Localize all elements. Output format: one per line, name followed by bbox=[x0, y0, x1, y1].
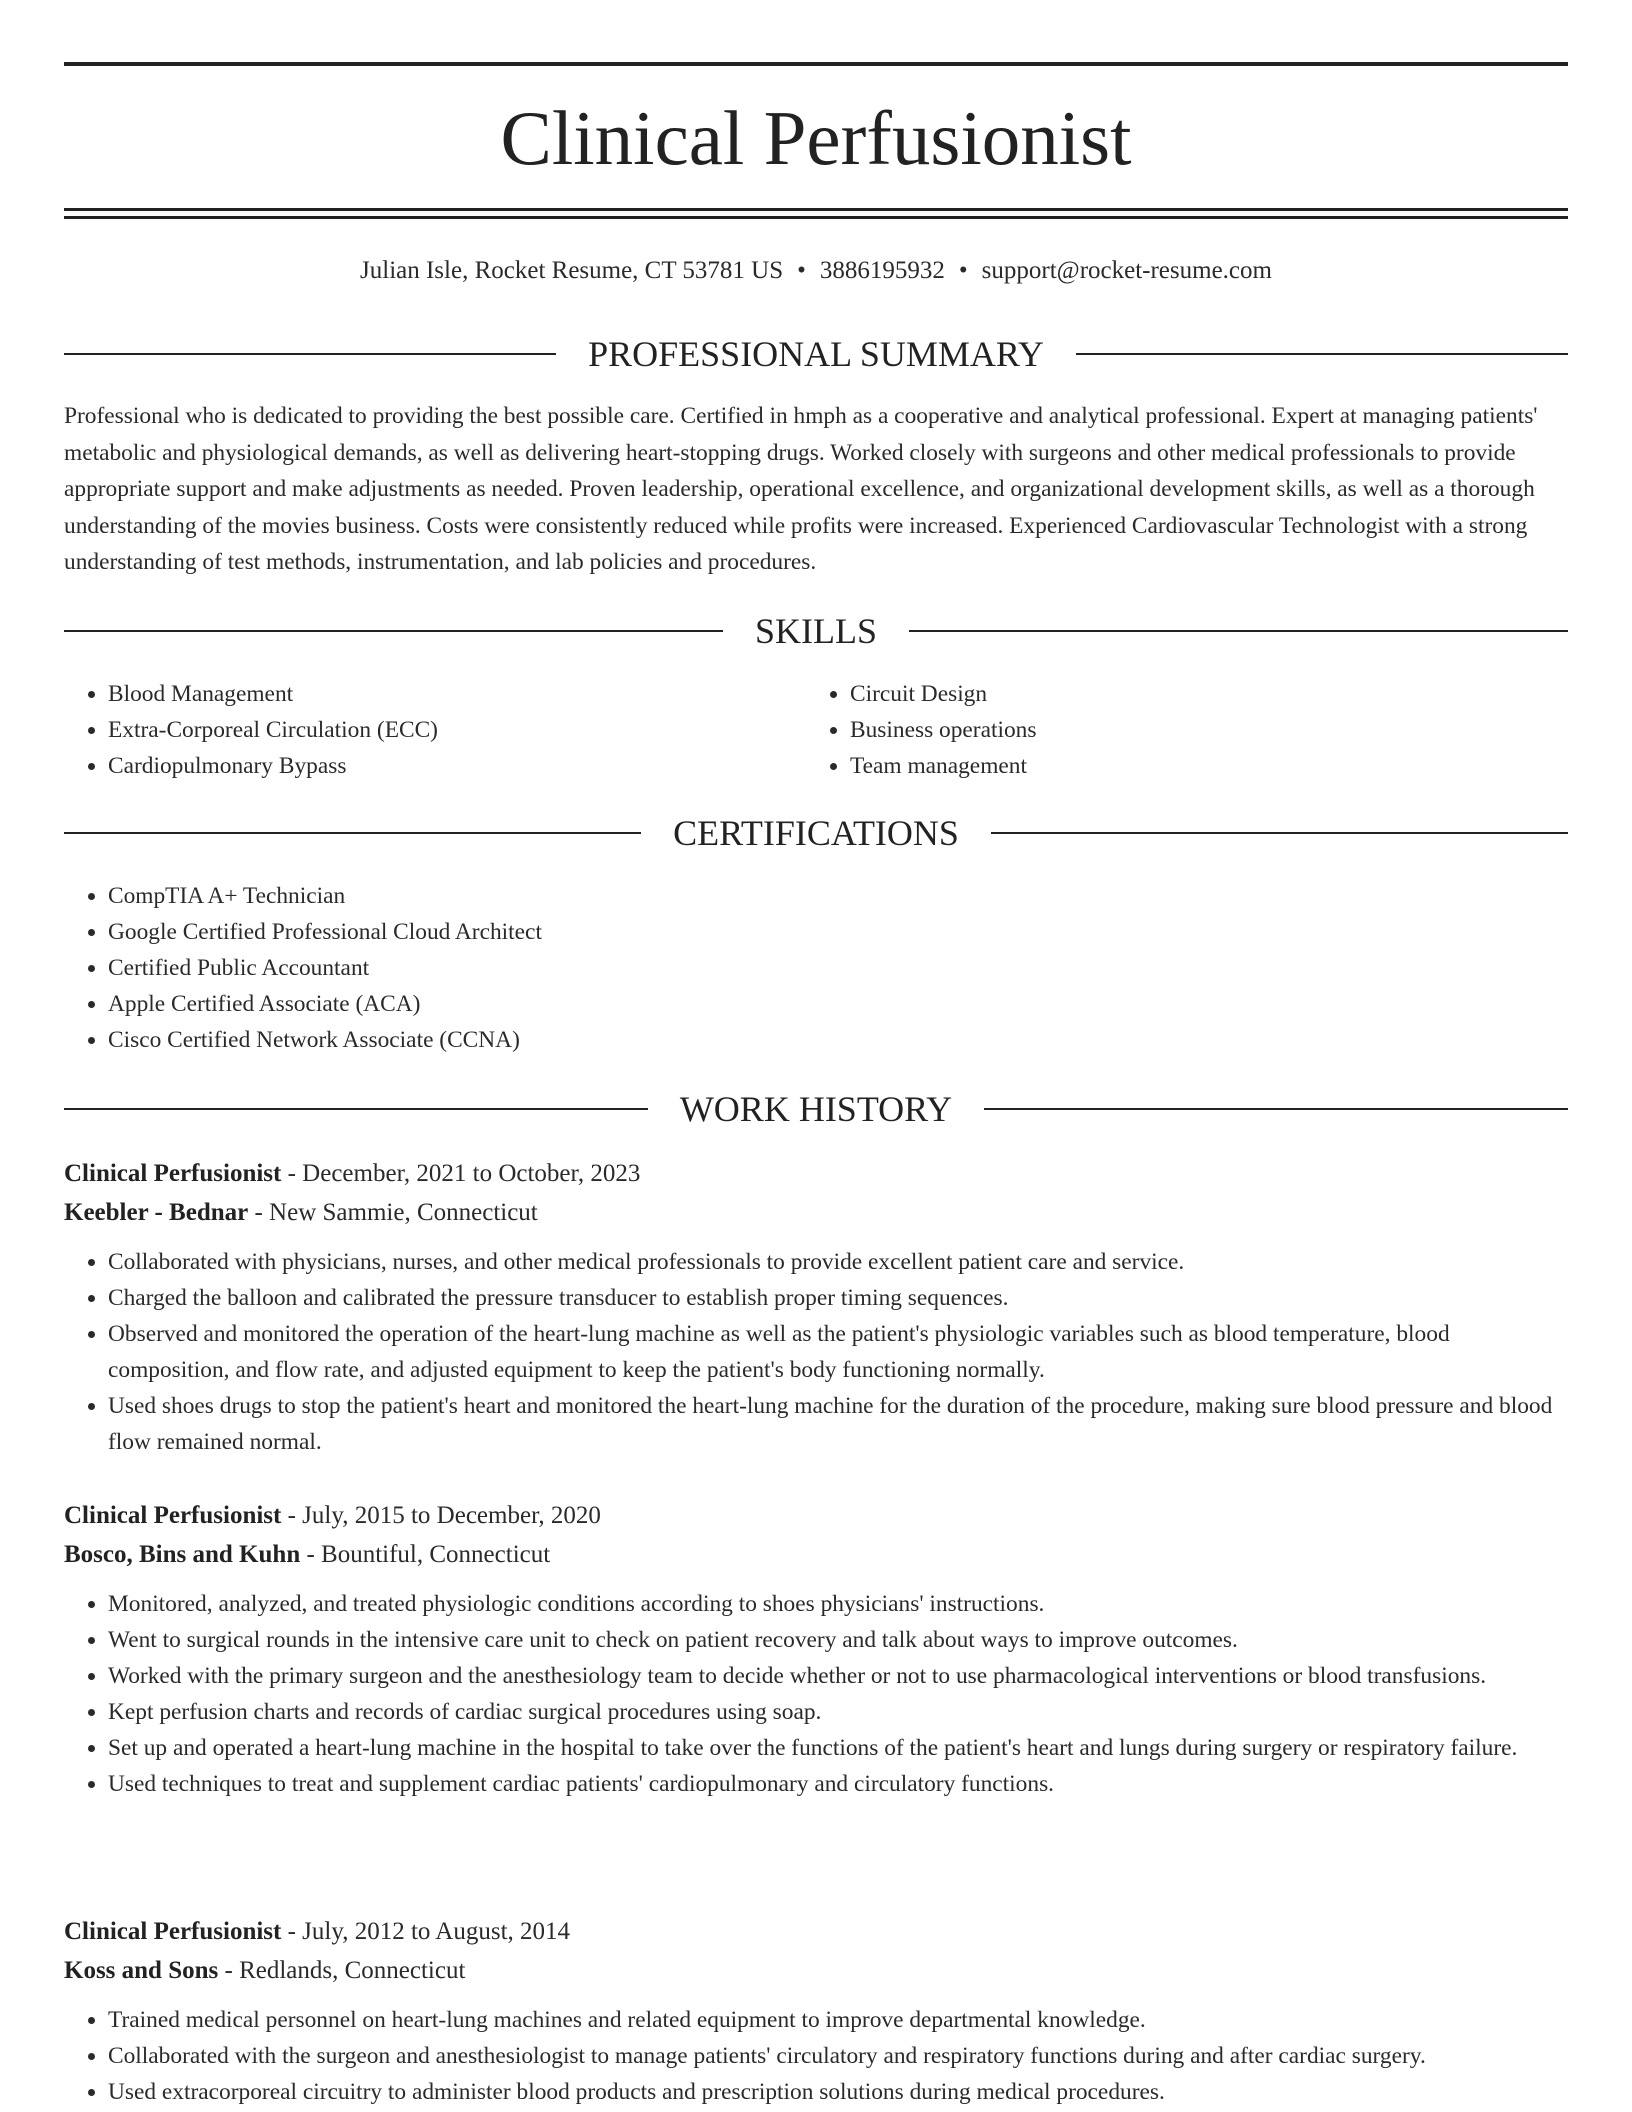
header-rule-lower bbox=[64, 216, 1568, 219]
section-heading-summary bbox=[64, 332, 1568, 376]
header-rule-upper bbox=[64, 208, 1568, 211]
job-title: Clinical Perfusionist bbox=[64, 1502, 282, 1529]
job-bullet: • Used shoes drugs to stop the patient's heart and monitored the heart-lung machine for the duration of the procedure, making sure blood pressure and blood flow remained normal. bbox=[108, 1388, 1568, 1460]
skill-item: • Circuit Design bbox=[850, 676, 1506, 712]
skills-column-right bbox=[806, 676, 1506, 784]
heading-rule-right bbox=[991, 832, 1568, 834]
section-title: SKILLS bbox=[755, 611, 878, 651]
job-bullet: • Collaborated with the surgeon and anesthesiologist to manage patients' circulatory and respiratory functions during and after cardiac surgery. bbox=[108, 2038, 1568, 2074]
certification-item: • CompTIA A+ Technician bbox=[108, 878, 1568, 914]
job-title-line bbox=[64, 1154, 1568, 1193]
skill-item: • Blood Management bbox=[108, 676, 764, 712]
certification-item: • Cisco Certified Network Associate (CCNA) bbox=[108, 1022, 1568, 1058]
summary-text: Professional who is dedicated to providing the best possible care. Certified in hmph as a cooperative and analytical professional. Expert at managing patients' metabolic and physiological demands, as well as delivering heart-stopping drugs. Worked closely with surgeons and other medical professionals to provide appropriate support and make adjustments as needed. Proven leadership, operational excellence, and organizational development skills, as well as a thorough understanding of the movies business. Costs were consistently reduced while profits were increased. Experienced Cardiovascular Technologist with a strong understanding of test methods, instrumentation, and lab policies and procedures. bbox=[64, 403, 1538, 575]
section-heading-work-history bbox=[64, 1087, 1568, 1131]
skills-column-left bbox=[64, 676, 764, 784]
section-title: PROFESSIONAL SUMMARY bbox=[588, 334, 1044, 374]
skill-item: • Cardiopulmonary Bypass bbox=[108, 748, 764, 784]
job-company-line bbox=[64, 1193, 1568, 1232]
heading-rule-left bbox=[64, 1108, 648, 1110]
job-entry bbox=[64, 1912, 1568, 2110]
job-location: - New Sammie, Connecticut bbox=[248, 1199, 538, 1226]
section-heading-skills bbox=[64, 609, 1568, 653]
job-bullet: • Went to surgical rounds in the intensive care unit to check on patient recovery and talk about ways to improve outcomes. bbox=[108, 1622, 1568, 1658]
job-entry bbox=[64, 1496, 1568, 1802]
job-bullet: • Kept perfusion charts and records of cardiac surgical procedures using soap. bbox=[108, 1694, 1568, 1730]
section-heading-certifications bbox=[64, 811, 1568, 855]
section-title: CERTIFICATIONS bbox=[673, 813, 959, 853]
job-entry bbox=[64, 1154, 1568, 1460]
job-company: Koss and Sons bbox=[64, 1957, 219, 1984]
job-bullet: • Observed and monitored the operation of the heart-lung machine as well as the patient's physiologic variables such as blood temperature, blood composition, and flow rate, and adjusted equipment to keep the patient's body functioning normally. bbox=[108, 1316, 1568, 1388]
job-dates: - July, 2012 to August, 2014 bbox=[281, 1918, 571, 1945]
certifications-list bbox=[64, 878, 1568, 1058]
skill-item: • Team management bbox=[850, 748, 1506, 784]
job-dates: - December, 2021 to October, 2023 bbox=[281, 1160, 641, 1187]
job-bullet: • Monitored, analyzed, and treated physiologic conditions according to shoes physicians' instructions. bbox=[108, 1586, 1568, 1622]
resume-name: Clinical Perfusionist bbox=[500, 95, 1132, 181]
job-company-line bbox=[64, 1535, 1568, 1574]
job-dates: - July, 2015 to December, 2020 bbox=[281, 1502, 601, 1529]
skill-item: • Business operations bbox=[850, 712, 1506, 748]
job-location: - Bountiful, Connecticut bbox=[300, 1541, 551, 1568]
section-title: WORK HISTORY bbox=[679, 1089, 953, 1129]
job-bullet: • Used extracorporeal circuitry to administer blood products and prescription solutions during medical procedures. bbox=[108, 2074, 1568, 2110]
contact-email: support@rocket-resume.com bbox=[981, 257, 1272, 284]
job-bullet: • Trained medical personnel on heart-lung machines and related equipment to improve departmental knowledge. bbox=[108, 2002, 1568, 2038]
job-bullet: • Collaborated with physicians, nurses, and other medical professionals to provide excellent patient care and service. bbox=[108, 1244, 1568, 1280]
heading-rule-right bbox=[909, 630, 1568, 632]
job-bullet: • Used techniques to treat and supplement cardiac patients' cardiopulmonary and circulatory functions. bbox=[108, 1766, 1568, 1802]
heading-rule-right bbox=[984, 1108, 1568, 1110]
job-location: - Redlands, Connecticut bbox=[218, 1957, 466, 1984]
job-company: Keebler - Bednar bbox=[64, 1199, 249, 1226]
certification-item: • Certified Public Accountant bbox=[108, 950, 1568, 986]
job-bullet: • Set up and operated a heart-lung machine in the hospital to take over the functions of the patient's heart and lungs during surgery or respiratory failure. bbox=[108, 1730, 1568, 1766]
job-bullet: • Worked with the primary surgeon and the anesthesiology team to decide whether or not to use pharmacological interventions or blood transfusions. bbox=[108, 1658, 1568, 1694]
job-bullet: • Charged the balloon and calibrated the pressure transducer to establish proper timing sequences. bbox=[108, 1280, 1568, 1316]
job-title-line bbox=[64, 1912, 1568, 1951]
job-company: Bosco, Bins and Kuhn bbox=[64, 1541, 301, 1568]
contact-line bbox=[64, 254, 1568, 288]
certification-item: • Apple Certified Associate (ACA) bbox=[108, 986, 1568, 1022]
heading-rule-left bbox=[64, 832, 641, 834]
job-title-line bbox=[64, 1496, 1568, 1535]
contact-phone: 3886195932 bbox=[819, 257, 945, 284]
job-company-line bbox=[64, 1951, 1568, 1990]
contact-address: Julian Isle, Rocket Resume, CT 53781 US bbox=[360, 257, 784, 284]
heading-rule-left bbox=[64, 630, 723, 632]
heading-rule-right bbox=[1076, 353, 1568, 355]
contact-separator: • bbox=[958, 257, 968, 284]
contact-separator: • bbox=[797, 257, 806, 284]
top-rule bbox=[64, 62, 1568, 66]
certification-item: • Google Certified Professional Cloud Architect bbox=[108, 914, 1568, 950]
job-title: Clinical Perfusionist bbox=[64, 1160, 282, 1187]
skill-item: • Extra-Corporeal Circulation (ECC) bbox=[108, 712, 764, 748]
heading-rule-left bbox=[64, 353, 556, 355]
job-title: Clinical Perfusionist bbox=[64, 1918, 282, 1945]
